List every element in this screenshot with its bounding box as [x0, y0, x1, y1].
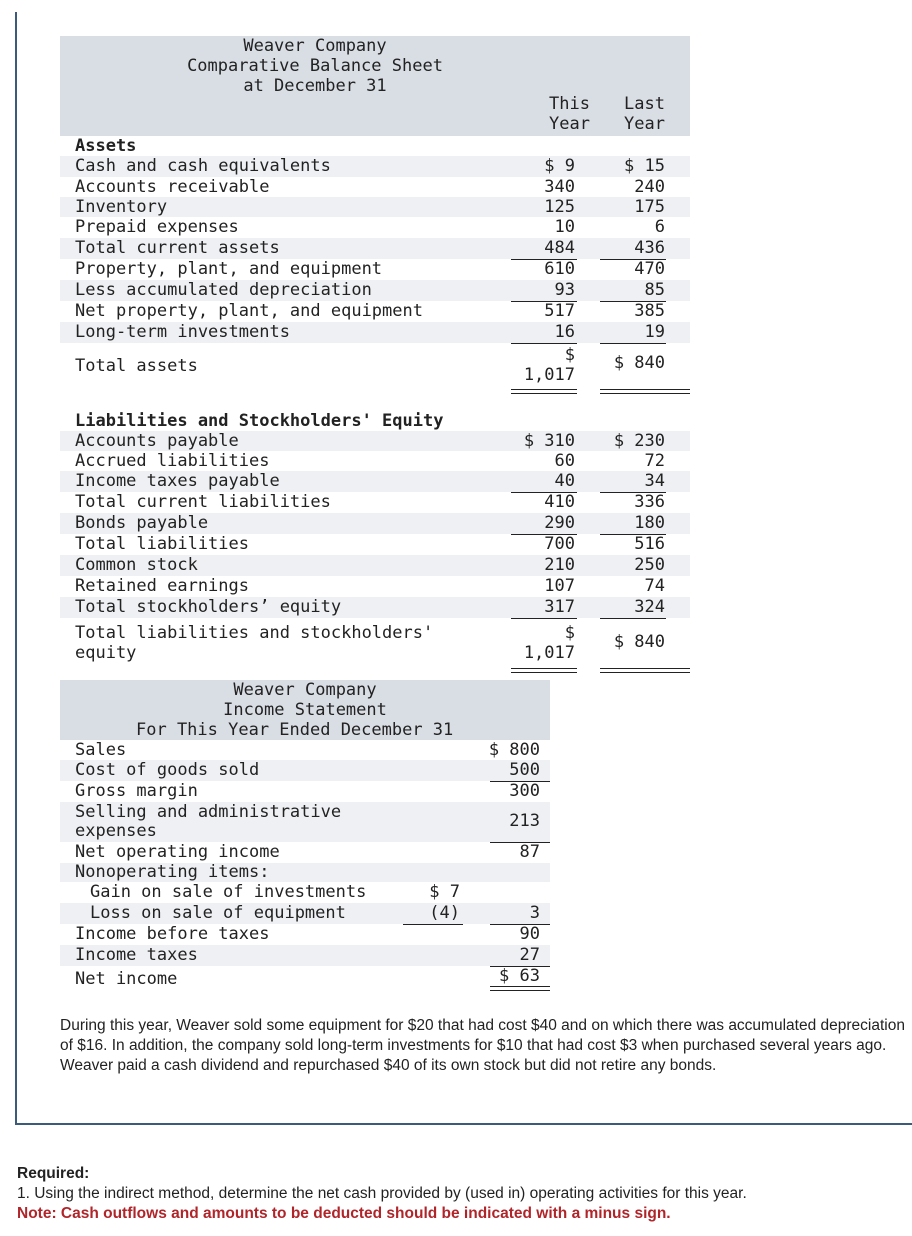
table-row: Selling and administrative expenses 213 — [60, 802, 550, 842]
question-frame-bottom-border — [15, 1123, 912, 1125]
column-header-last-year: Last Year — [624, 94, 665, 134]
assets-heading: Assets — [75, 136, 137, 156]
balance-sheet-date: at December 31 — [243, 76, 387, 96]
table-row: Loss on sale of equipment (4) 3 — [60, 903, 550, 924]
table-row: Gross margin 300 — [75, 781, 540, 801]
table-row: Total current assets 484 436 — [60, 238, 690, 259]
table-row: Less accumulated depreciation 93 85 — [60, 280, 690, 301]
table-row: Accounts payable $ 310 $ 230 — [60, 431, 690, 451]
table-row: Common stock 210 250 — [60, 555, 690, 576]
table-row: Net operating income 87 — [75, 842, 540, 862]
balance-sheet-title: Comparative Balance Sheet — [187, 56, 443, 76]
total-assets-row: Total assets $ 1,017 $ 840 — [60, 343, 690, 389]
column-header-this-year: This Year — [549, 94, 590, 134]
table-row: Income taxes payable 40 34 — [60, 471, 690, 492]
income-statement-company: Weaver Company — [233, 680, 377, 700]
table-row: Income taxes 27 — [60, 945, 550, 966]
required-heading: Required: — [17, 1165, 90, 1182]
table-row: Inventory 125 175 — [60, 197, 690, 217]
table-row: Accrued liabilities 60 72 — [75, 451, 665, 471]
required-item: 1. Using the indirect method, determine the net cash provided by (used in) operating activities for this year. — [17, 1185, 747, 1202]
balance-sheet-company: Weaver Company — [243, 36, 387, 56]
table-row: Prepaid expenses 10 6 — [75, 217, 665, 237]
table-row: Total liabilities 700 516 — [75, 534, 665, 554]
table-row: Sales $ 800 — [75, 740, 540, 760]
table-row: Income before taxes 90 — [75, 924, 540, 944]
requirement-section — [17, 1164, 907, 1224]
liabilities-heading: Liabilities and Stockholders' Equity — [75, 411, 444, 431]
table-row: Property, plant, and equipment 610 470 — [75, 259, 665, 279]
balance-sheet-table — [60, 36, 690, 668]
problem-description: During this year, Weaver sold some equipment for $20 that had cost $40 and on which there was accumulated depreciation of $16. In addition, the company sold long-term investments for $10 that had cost $3 when purchased several years ago. Weaver paid a cash dividend and repurchased $40 of its own stock but did not retire any bonds. — [60, 1017, 905, 1074]
income-statement-header — [60, 680, 550, 740]
table-row: Gain on sale of investments $ 7 — [90, 882, 460, 902]
table-row: Cost of goods sold 500 — [60, 760, 550, 781]
table-row: Net property, plant, and equipment 517 385 — [75, 301, 665, 321]
table-row: Accounts receivable 340 240 — [75, 177, 665, 197]
income-statement-period: For This Year Ended December 31 — [136, 720, 454, 740]
table-row: Retained earnings 107 74 — [75, 576, 665, 596]
income-statement-table — [60, 680, 550, 992]
table-row: Nonoperating items: — [60, 863, 550, 882]
table-row: Long-term investments 16 19 — [60, 322, 690, 343]
table-row: Net income $ 63 — [60, 966, 550, 992]
total-liabilities-equity-row: Total liabilities and stockholders' equity $ 1,017 $ 840 — [60, 618, 690, 668]
required-note: Note: Cash outflows and amounts to be deducted should be indicated with a minus sign. — [17, 1205, 671, 1222]
balance-sheet-header — [60, 36, 690, 136]
income-statement-title: Income Statement — [223, 700, 387, 720]
table-row: Bonds payable 290 180 — [60, 513, 690, 534]
table-row: Total stockholders’ equity 317 324 — [60, 597, 690, 618]
question-frame-left-border — [15, 12, 17, 1125]
table-row: Total current liabilities 410 336 — [75, 492, 665, 512]
table-row: Cash and cash equivalents $ 9 $ 15 — [60, 156, 690, 177]
